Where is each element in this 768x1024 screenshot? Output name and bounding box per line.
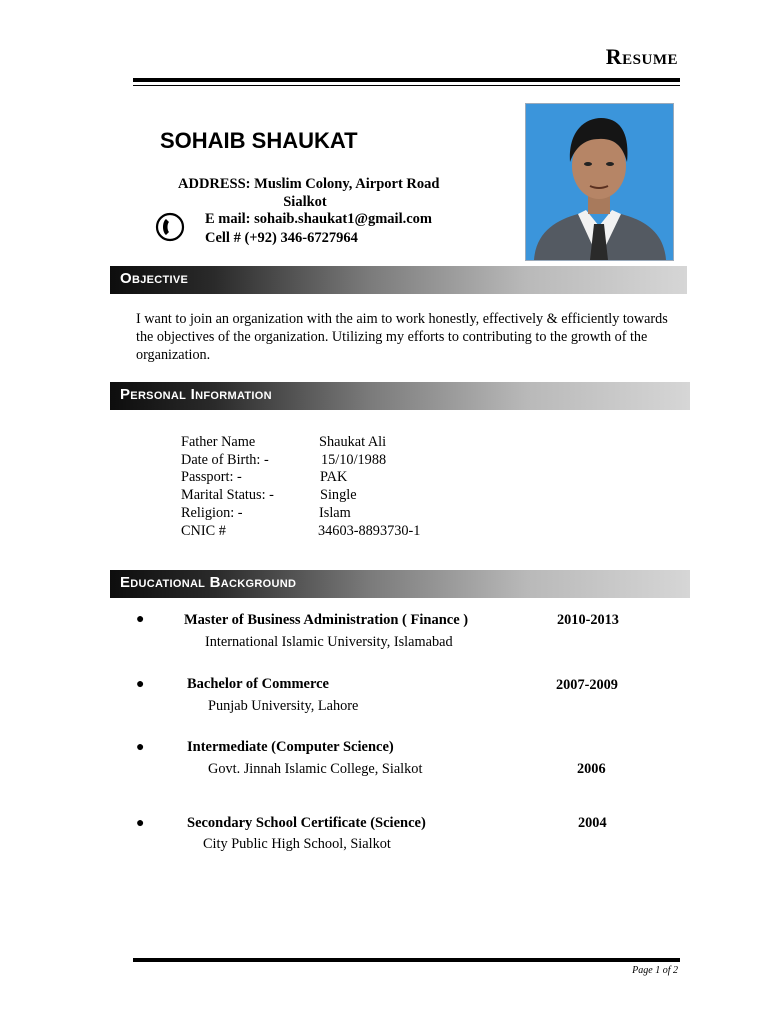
institution-name: City Public High School, Sialkot: [203, 836, 391, 852]
institution-name: Govt. Jinnah Islamic College, Sialkot: [208, 761, 423, 777]
degree-years: 2010-2013: [557, 612, 619, 628]
personal-label: CNIC #: [181, 523, 226, 539]
page-number: Page 1 of 2: [632, 965, 678, 976]
degree-title: Secondary School Certificate (Science): [187, 815, 426, 831]
personal-value: PAK: [320, 469, 348, 485]
degree-years: 2006: [577, 761, 606, 777]
personal-value: Single: [320, 487, 357, 503]
bullet-icon: ●: [136, 740, 145, 755]
portrait-illustration: [526, 104, 673, 260]
section-title-objective: Objective: [120, 270, 189, 287]
phone-icon: [155, 212, 185, 242]
degree-years: 2007-2009: [556, 677, 618, 693]
personal-value: Islam: [319, 505, 351, 521]
degree-title: Master of Business Administration ( Finance ): [184, 612, 469, 628]
degree-title: Intermediate (Computer Science): [187, 739, 394, 755]
section-title-personal: Personal Information: [120, 386, 272, 403]
personal-label: Religion: -: [181, 505, 243, 521]
section-title-education: Educational Background: [120, 574, 297, 591]
bullet-icon: ●: [136, 677, 145, 692]
institution-name: International Islamic University, Islamabad: [205, 634, 453, 650]
header-rule-thick: [133, 78, 680, 82]
institution-name: Punjab University, Lahore: [208, 698, 359, 714]
personal-value: 15/10/1988: [321, 452, 387, 468]
address-line: ADDRESS: Muslim Colony, Airport Road: [178, 176, 440, 192]
personal-label: Marital Status: -: [181, 487, 274, 503]
degree-years: 2004: [578, 815, 607, 831]
objective-text: I want to join an organization with the aim to work honestly, effectively & efficiently towards the objectives of the organization. Utilizing my efforts to contributing to the growth of the organization.: [136, 311, 668, 363]
cell-line: Cell # (+92) 346-6727964: [205, 230, 358, 246]
section-bar-personal: [110, 382, 690, 410]
document-title: Resume: [605, 44, 678, 69]
header-rule-thin: [133, 85, 680, 86]
profile-photo: [525, 103, 674, 261]
address-city-text: Sialkot: [283, 194, 327, 210]
section-bar-objective: [110, 266, 687, 294]
personal-label: Father Name: [181, 434, 256, 450]
degree-title: Bachelor of Commerce: [187, 676, 329, 692]
candidate-name: SOHAIB SHAUKAT: [160, 128, 358, 153]
section-bar-education: [110, 570, 690, 598]
personal-value: Shaukat Ali: [319, 434, 387, 450]
email-line: E mail: sohaib.shaukat1@gmail.com: [205, 211, 432, 227]
bullet-icon: ●: [136, 612, 145, 627]
personal-label: Date of Birth: -: [181, 452, 269, 468]
bullet-icon: ●: [136, 816, 145, 831]
personal-value: 34603-8893730-1: [318, 523, 421, 539]
footer-rule: [133, 958, 680, 962]
personal-label: Passport: -: [181, 469, 242, 485]
